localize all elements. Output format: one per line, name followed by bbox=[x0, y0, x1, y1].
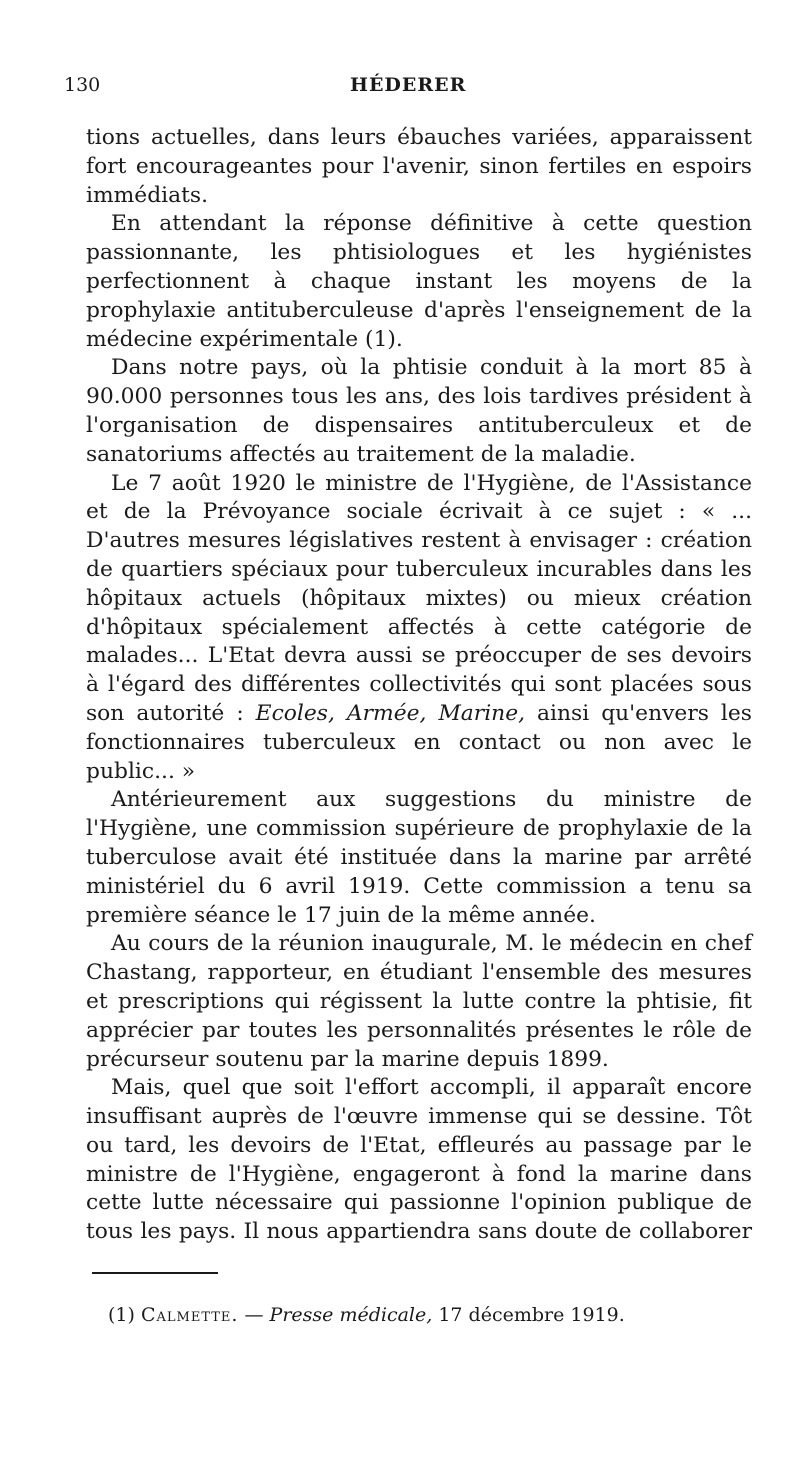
paragraph: Mais, quel que soit l'effort accompli, il apparaît encore insuffisant auprès de l'œuvre immense qui se dessine. Tôt ou tard, les devoirs de l'Etat, effleurés au passage par le ministre de l'Hygiène, engageront à fond la marine dans cette lutte nécessaire qui passionne l'opinion publique de tous les pays. Il nous appartiendra sans doute de collaborer bbox=[86, 1075, 752, 1245]
footnote bbox=[108, 1303, 748, 1327]
page-number: 130 bbox=[64, 74, 101, 96]
paragraph-text: Le 7 août 1920 le ministre de l'Hygiène, de l'Assistance et de la Prévoyance sociale écrivait à ce sujet : « ... D'autres mesures législatives restent à envisager : création de quartiers spéciaux pour tuberculeux incurables dans les hôpitaux actuels (hôpitaux mixtes) ou mieux création d'hôpitaux spécialement affectés à cette catégorie de malades... L'Etat devra aussi se préoccuper de ses devoirs à l'égard des différentes collectivités qui sont placées sous son autorité : bbox=[86, 470, 752, 726]
paragraph: En attendant la réponse définitive à cette question passionnante, les phtisiologues et les hygiénistes perfectionnent à chaque instant les moyens de la prophylaxie antituberculeuse d'après l'enseignement de la médecine expérimentale (1). bbox=[86, 211, 752, 352]
paragraph-text: ainsi qu'envers les fonctionnaires tuberculeux en contact ou non avec le public... » bbox=[86, 700, 752, 784]
body-text bbox=[86, 124, 752, 1247]
page-header bbox=[62, 74, 762, 104]
paragraph: Dans notre pays, où la phtisie conduit à la mort 85 à 90.000 personnes tous les ans, des lois tardives président à l'organisation de dispensaires antituberculeux et de sanatoriums affectés au traitement de la maladie. bbox=[86, 355, 752, 467]
paragraph: tions actuelles, dans leurs ébauches variées, apparaissent fort encourageantes pour l'avenir, sinon fertiles en espoirs immédiats. bbox=[86, 125, 752, 208]
footnote-date: 17 décembre 1919. bbox=[438, 1304, 625, 1326]
footnote-marker: (1) bbox=[108, 1304, 135, 1326]
paragraph: Antérieurement aux suggestions du ministre de l'Hygiène, une commission supérieure de prophylaxie de la tuberculose avait été instituée dans la marine par arrêté ministériel du 6 avril 1919. Cette commission a tenu sa première séance le 17 juin de la même année. bbox=[86, 787, 752, 928]
paragraph-italic-text: Ecoles, Armée, Marine, bbox=[255, 700, 526, 726]
footnote-dash: — bbox=[244, 1304, 264, 1326]
footnote-journal: Presse médicale, bbox=[269, 1304, 433, 1326]
paragraph: Au cours de la réunion inaugurale, M. le médecin en chef Chastang, rapporteur, en étudiant l'ensemble des mesures et prescriptions qui régissent la lutte contre la phtisie, fit apprécier par toutes les personnalités présentes le rôle de précurseur soutenu par la marine depuis 1899. bbox=[86, 931, 752, 1072]
running-head: HÉDERER bbox=[350, 74, 467, 96]
footnote-author: Calmette. bbox=[140, 1304, 239, 1326]
footnote-divider bbox=[92, 1272, 218, 1274]
paragraph bbox=[86, 470, 752, 787]
